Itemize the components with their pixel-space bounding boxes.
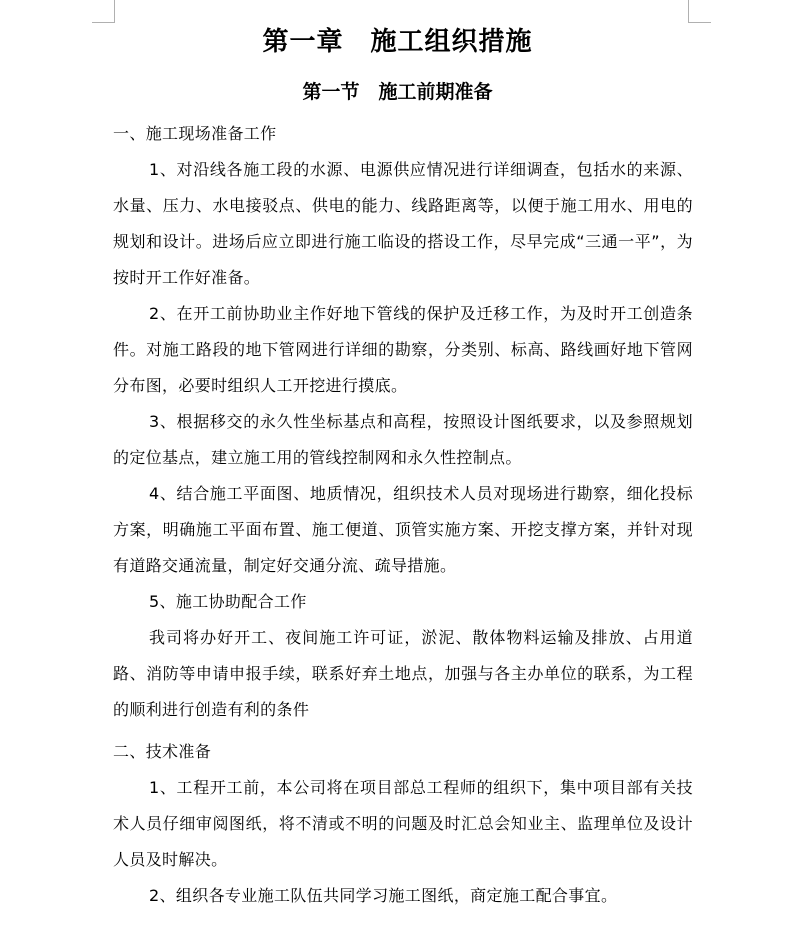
paragraph-tech-item-1: 1、工程开工前，本公司将在项目部总工程师的组织下，集中项目部有关技术人员仔细审阅图纸，将不清或不明的问题及时汇总会知业主、监理单位及设计人员及时解决。 <box>113 778 693 869</box>
paragraph-item-3: 3、根据移交的永久性坐标基点和高程，按照设计图纸要求，以及参照规划的定位基点，建立施工用的管线控制网和永久性控制点。 <box>113 412 693 467</box>
paragraph-item-5-title: 5、施工协助配合工作 <box>149 592 307 611</box>
heading-technical-preparation: 二、技术准备 <box>113 742 212 761</box>
crop-mark-top-right <box>688 0 711 23</box>
paragraph-item-5-body: 我司将办好开工、夜间施工许可证，淤泥、散体物料运输及排放、占用道路、消防等申请申报手续，联系好弃土地点，加强与各主办单位的联系，为工程的顺利进行创造有利的条件 <box>113 628 693 719</box>
paragraph-tech-item-2: 2、组织各专业施工队伍共同学习施工图纸，商定施工配合事宜。 <box>149 886 618 905</box>
heading-site-preparation: 一、施工现场准备工作 <box>113 124 277 143</box>
chapter-title: 第一章 施工组织措施 <box>262 27 533 57</box>
crop-mark-top-left <box>92 0 115 23</box>
paragraph-item-1: 1、对沿线各施工段的水源、电源供应情况进行详细调查，包括水的来源、水量、压力、水电接驳点、供电的能力、线路距离等，以便于施工用水、用电的规划和设计。进场后应立即进行施工临设的搭设工作，尽早完成“三通一平”，为按时开工作好准备。 <box>113 160 693 287</box>
paragraph-item-4: 4、结合施工平面图、地质情况，组织技术人员对现场进行勘察，细化投标方案，明确施工平面布置、施工便道、顶管实施方案、开挖支撑方案，并针对现有道路交通流量，制定好交通分流、疏导措施。 <box>113 484 693 575</box>
paragraph-item-2: 2、在开工前协助业主作好地下管线的保护及迁移工作，为及时开工创造条件。对施工路段的地下管网进行详细的勘察，分类别、标高、路线画好地下管网分布图，必要时组织人工开挖进行摸底。 <box>113 304 693 395</box>
section-title: 第一节 施工前期准备 <box>302 81 493 103</box>
document-body <box>113 116 693 914</box>
